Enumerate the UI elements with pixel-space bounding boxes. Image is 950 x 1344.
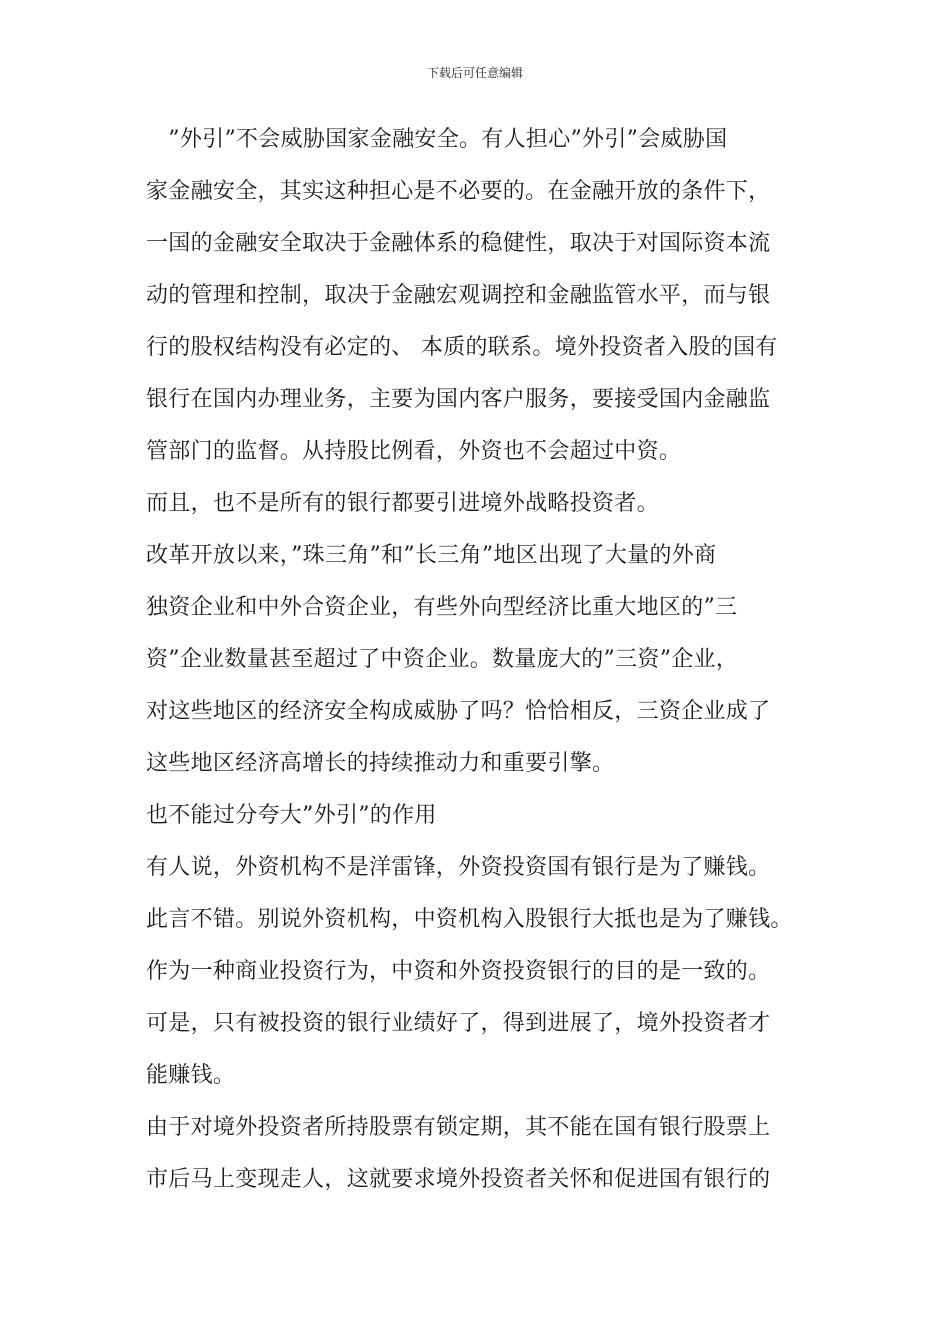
text-line: 动的管理和控制，取决于金融宏观调控和金融监管水平，而与银	[146, 283, 771, 308]
text-line: 对这些地区的经济安全构成威胁了吗？恰恰相反，三资企业成了	[146, 699, 771, 724]
text-line: 银行在国内办理业务，主要为国内客户服务，要接受国内金融监	[146, 387, 771, 412]
text-line: 此言不错。别说外资机构，中资机构入股银行大抵也是为了赚钱。	[146, 907, 793, 932]
text-line: 可是，只有被投资的银行业绩好了，得到进展了，境外投资者才	[146, 1011, 771, 1036]
page-header: 下载后可任意编辑	[426, 66, 523, 80]
section-heading: 也不能过分夸大”外引”的作用	[146, 803, 437, 828]
text-line: 行的股权结构没有必定的、 本质的联系。境外投资者入股的国有	[146, 335, 778, 360]
text-line: 改革开放以来，”珠三角”和”长三角”地区出现了大量的外商	[146, 543, 717, 568]
text-line: 市后马上变现走人，这就要求境外投资者关怀和促进国有银行的	[146, 1167, 771, 1192]
text-line: 而且，也不是所有的银行都要引进境外战略投资者。	[146, 491, 659, 516]
text-line: 一国的金融安全取决于金融体系的稳健性，取决于对国际资本流	[146, 231, 771, 256]
text-line: 家金融安全，其实这种担心是不必要的。在金融开放的条件下，	[146, 179, 771, 204]
text-line: 作为一种商业投资行为，中资和外资投资银行的目的是一致的。	[146, 959, 771, 984]
text-line: 这些地区经济高增长的持续推动力和重要引擎。	[146, 751, 615, 776]
text-line: 有人说，外资机构不是洋雷锋，外资投资国有银行是为了赚钱。	[146, 855, 771, 880]
document-body	[146, 114, 826, 1206]
text-line: 资”企业数量甚至超过了中资企业。数量庞大的”三资”企业，	[146, 647, 739, 672]
text-line: 管部门的监督。从持股比例看，外资也不会超过中资。	[146, 439, 682, 464]
text-line: 能赚钱。	[146, 1063, 236, 1088]
text-line: ”外引”不会威胁国家金融安全。有人担心”外引”会威胁国	[146, 127, 728, 152]
text-line: 独资企业和中外合资企业，有些外向型经济比重大地区的”三	[146, 595, 738, 620]
text-line: 由于对境外投资者所持股票有锁定期，其不能在国有银行股票上	[146, 1115, 771, 1140]
